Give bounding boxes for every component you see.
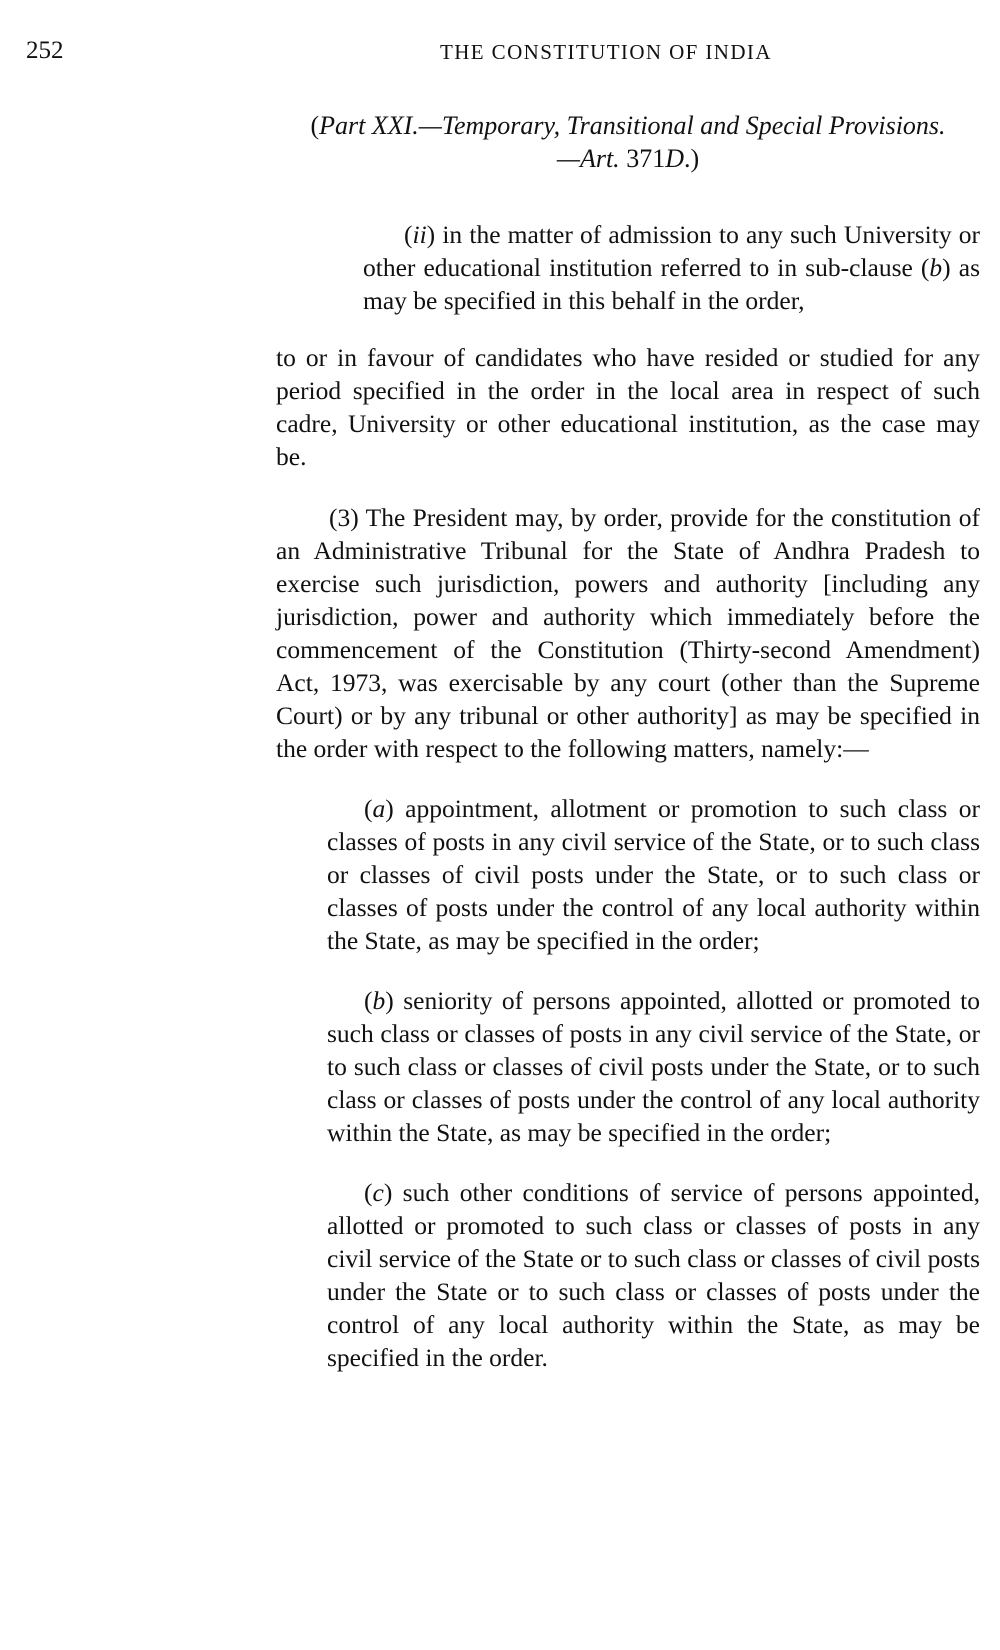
sub-clause-ii-ref: b [929,253,943,282]
part-heading [300,109,956,175]
sub-clause-ii-text-b: ) as may be specified in this behalf in the order, [363,253,980,315]
clause-a-text: appointment, allotment or promotion to such class or classes of posts in any civil service of the State, or to such class or classes of civil posts under the State, or to such class or classes of posts under the control of any local authority within the State, as may be specified in the order; [327,794,980,955]
clause-a-marker: a [372,794,386,823]
clause-a: (a) appointment, allotment or promotion to such class or classes of posts in any civil service of the State, or to such class or classes of civil posts under the State, or to such class or classes of posts under the control of any local authority within the State, as may be specified in the order; [327,794,980,955]
article-letter: D [665,144,684,173]
sub-clause-ii-marker: ii [412,220,427,249]
continuation-paragraph: to or in favour of candidates who have resided or studied for any period specified in the order in the local area in respect of such cadre, University or other educational institution, as the case may be. [276,343,980,471]
sub-clause-ii-text-a: in the matter of admission to any such University or other educational institution referred to in sub-clause ( [363,220,980,282]
page-number: 252 [26,37,64,64]
clause-c: (c) such other conditions of service of persons appointed, allotted or promoted to such class or classes of posts in any civil service of the State or to such class or classes of civil posts under the State or to such class or classes of posts under the control of any local authority within the State, as may be specified in the order. [327,1178,980,1372]
part-heading-close: .) [683,144,700,173]
clause-b: (b) seniority of persons appointed, allotted or promoted to such class or classes of posts in any civil service of the State, or to such class or classes of civil posts under the State, or to such class or classes of posts under the control of any local authority within the State, as may be specified in the order; [327,986,980,1147]
sub-clause-ii-close: ) [426,220,436,249]
part-heading-open: ( [310,111,320,140]
part-heading-text: Part XXI.—Temporary, Transitional and Special Provisions.—Art. [319,111,946,173]
sub-clause-ii [363,218,980,317]
clause-3-paragraph: (3) The President may, by order, provide for the constitution of an Administrative Tribunal for the State of Andhra Pradesh to exercise such jurisdiction, powers and authority [including any jurisdiction, power and authority which immediately before the commencement of the Constitution (Thirty-second Amendment) Act, 1973, was exercisable by any court (other than the Supreme Court) or by any tribunal or other authority] as may be specified in the order with respect to the following matters, namely:— [276,503,980,763]
sub-clause-ii-open: ( [404,220,413,249]
clause-b-marker: b [372,986,386,1015]
article-number: 371 [626,144,666,173]
running-head: THE CONSTITUTION OF INDIA [440,40,772,64]
clause-b-text: seniority of persons appointed, allotted or promoted to such class or classes of posts in any civil service of the State, or to such class or classes of civil posts under the State, or to such class or classes of posts under the control of any local authority within the State, as may be specified in the order; [327,986,980,1147]
body-text [276,218,980,1374]
clause-c-text: such other conditions of service of persons appointed, allotted or promoted to such class or classes of posts in any civil service of the State or to such class or classes of civil posts under the State or to such class or classes of posts under the control of any local authority within the State, as may be specified in the order. [327,1178,980,1372]
clause-c-marker: c [372,1178,384,1207]
